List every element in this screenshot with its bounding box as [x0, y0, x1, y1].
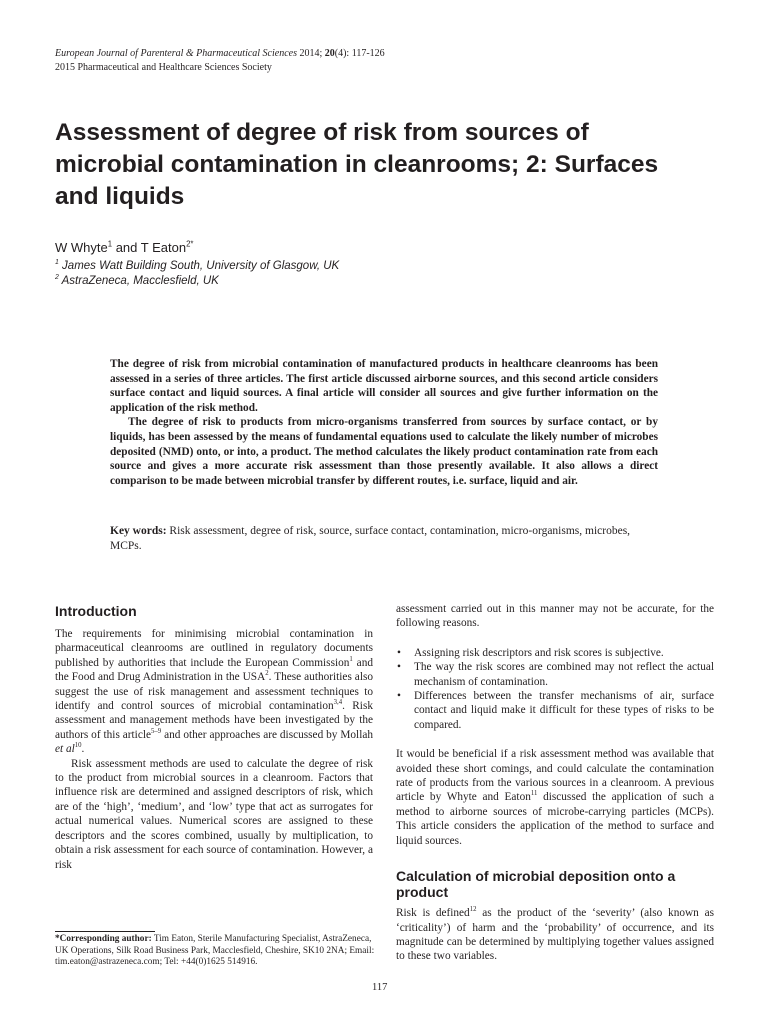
list-item-text: The way the risk scores are combined may not reflect the actual mechanism of contamination. [414, 661, 714, 688]
footnote-label: *Corresponding author: [55, 934, 152, 944]
citation-5-9: 5–9 [151, 728, 162, 736]
author-conjunction: and [112, 240, 141, 255]
journal-citation [55, 47, 385, 61]
intro-p1-f: . [81, 743, 85, 756]
right-p2-a: It would be beneficial if a risk assessment method was available that avoided these short comings, and could calculate the contamination rate of products from the various sources in a cleanroom. A previous article by Whyte and Eaton [396, 748, 714, 804]
intro-p1-e: and other approaches are discussed by Mollah [161, 728, 373, 741]
author-1-sup: 1 [107, 239, 113, 249]
paper-title: Assessment of degree of risk from sources of microbial contamination in cleanrooms; 2: Surfaces and liquids [55, 119, 659, 210]
page-number: 117 [372, 982, 388, 993]
list-item [396, 660, 714, 689]
journal-issue-pages: (4): 117-126 [334, 48, 385, 59]
author-line [55, 240, 193, 256]
author-2: T Eaton [140, 240, 187, 255]
affiliation-1-text: James Watt Building South, University of Glasgow, UK [62, 260, 340, 272]
list-item-text: Differences between the transfer mechanisms of air, surface contact and liquid make it difficult for these types of risks to be compared. [414, 690, 714, 731]
keywords [110, 524, 658, 553]
bullet-icon: • [397, 646, 401, 659]
abstract-paragraph-2: The degree of risk to products from micro-organisms transferred from sources by surface contact, or by liquids, has been assessed by the means of fundamental equations used to calculate the likely number of microbes deposited (NMD) onto, or into, a product. The method calculates the likely product contamination rate from each source and gives a more accurate risk assessment than those presently available. It also allows a direct comparison to be made between microbial transfer by different routes, i.e. surface, liquid and air. [110, 416, 658, 487]
right-p3-a: Risk is defined [396, 907, 470, 920]
affiliation-2 [55, 274, 219, 289]
list-item [396, 689, 714, 732]
intro-p1-c: . These authorities also suggest the use of risk management and assessment techniques to identify and control sources of microbial contamination [55, 671, 373, 713]
citation-2: 2 [265, 670, 269, 678]
corresponding-author-footnote [55, 934, 375, 969]
author-2-sup: 2* [186, 239, 194, 249]
journal-year: 2014; [299, 48, 323, 59]
right-paragraph-3 [396, 906, 714, 964]
right-paragraph-1: assessment carried out in this manner may not be accurate, for the following reasons. [396, 603, 714, 630]
affiliation-2-text: AstraZeneca, Macclesfield, UK [61, 275, 219, 287]
introduction-paragraph-2: Risk assessment methods are used to calculate the degree of risk to the product from microbial sources in a cleanroom. Factors that influence risk are determined and assigned descriptors of risk, which are of the ‘high’, ‘medium’, and ‘low’ type that act as surrogates for actual numerical values. Numerical scores are assigned to these descriptors and the scores combined, usually by multiplication, to obtain a risk assessment for each source of contamination. However, a risk [55, 757, 373, 871]
right-p2-b: discussed the application of such a method to airborne sources of microbe-carrying particles (MCPs). This article considers the application of the method to surface and liquid sources. [396, 791, 714, 847]
intro-p1-a: The requirements for minimising microbial contamination in pharmaceutical cleanrooms are outlined in regulatory documents published by authorities that include the European Commission [55, 628, 373, 669]
reasons-list [396, 646, 714, 732]
bullet-icon: • [397, 690, 401, 703]
list-item [396, 646, 714, 660]
journal-society: 2015 Pharmaceutical and Healthcare Sciences Society [55, 62, 272, 73]
affiliation-1 [55, 259, 339, 274]
footnote-rule [55, 931, 155, 932]
introduction-heading: Introduction [55, 603, 137, 619]
intro-et-al: et al [55, 743, 75, 756]
footnote-text: Tim Eaton, Sterile Manufacturing Specialist, AstraZeneca, UK Operations, Silk Road Business Park, Macclesfield, Cheshire, SK10 2NA; Email: tim.eaton@astrazeneca.com; Tel: +44(0)1625 514916. [55, 934, 375, 968]
right-column [396, 602, 714, 964]
abstract [110, 357, 658, 488]
keywords-label: Key words: [110, 525, 167, 537]
journal-volume: 20 [324, 48, 335, 59]
right-p3-b: as the product of the ‘severity’ (also known as ‘criticality’) of harm and the ‘probability’ of occurrence, and its magnitude can be determined by multiplying together values assigned to these two variables. [396, 907, 715, 963]
introduction-paragraph-1 [55, 627, 373, 757]
citation-3-4: 3,4 [333, 699, 343, 707]
right-paragraph-2 [396, 747, 714, 848]
citation-10: 10 [74, 742, 82, 750]
left-column [55, 603, 373, 872]
calculation-heading: Calculation of microbial deposition onto a product [396, 868, 676, 901]
citation-1: 1 [349, 656, 353, 664]
journal-header [55, 47, 385, 75]
journal-name: European Journal of Parenteral & Pharmaceutical Sciences [55, 48, 297, 59]
affiliation-1-sup: 1 [55, 259, 59, 267]
intro-p1-d: . Risk assessment and management methods have been investigated by the authors of this article [55, 700, 373, 741]
list-item-text: Assigning risk descriptors and risk scores is subjective. [414, 646, 664, 659]
citation-12: 12 [469, 906, 477, 914]
affiliation-2-sup: 2 [55, 274, 59, 282]
abstract-paragraph-1: The degree of risk from microbial contamination of manufactured products in healthcare cleanrooms has been assessed in a series of three articles. The first article discussed airborne sources, and this second article considers surface contact and liquid sources. A final article will consider all sources and give further information on the application of the risk method. [110, 358, 658, 414]
keywords-text: Risk assessment, degree of risk, source, surface contact, contamination, micro-organisms, microbes, MCPs. [110, 525, 631, 552]
citation-11: 11 [530, 790, 538, 798]
intro-p1-b: and the Food and Drug Administration in the USA [55, 656, 373, 684]
author-1: W Whyte [55, 240, 108, 255]
bullet-icon: • [397, 661, 401, 674]
